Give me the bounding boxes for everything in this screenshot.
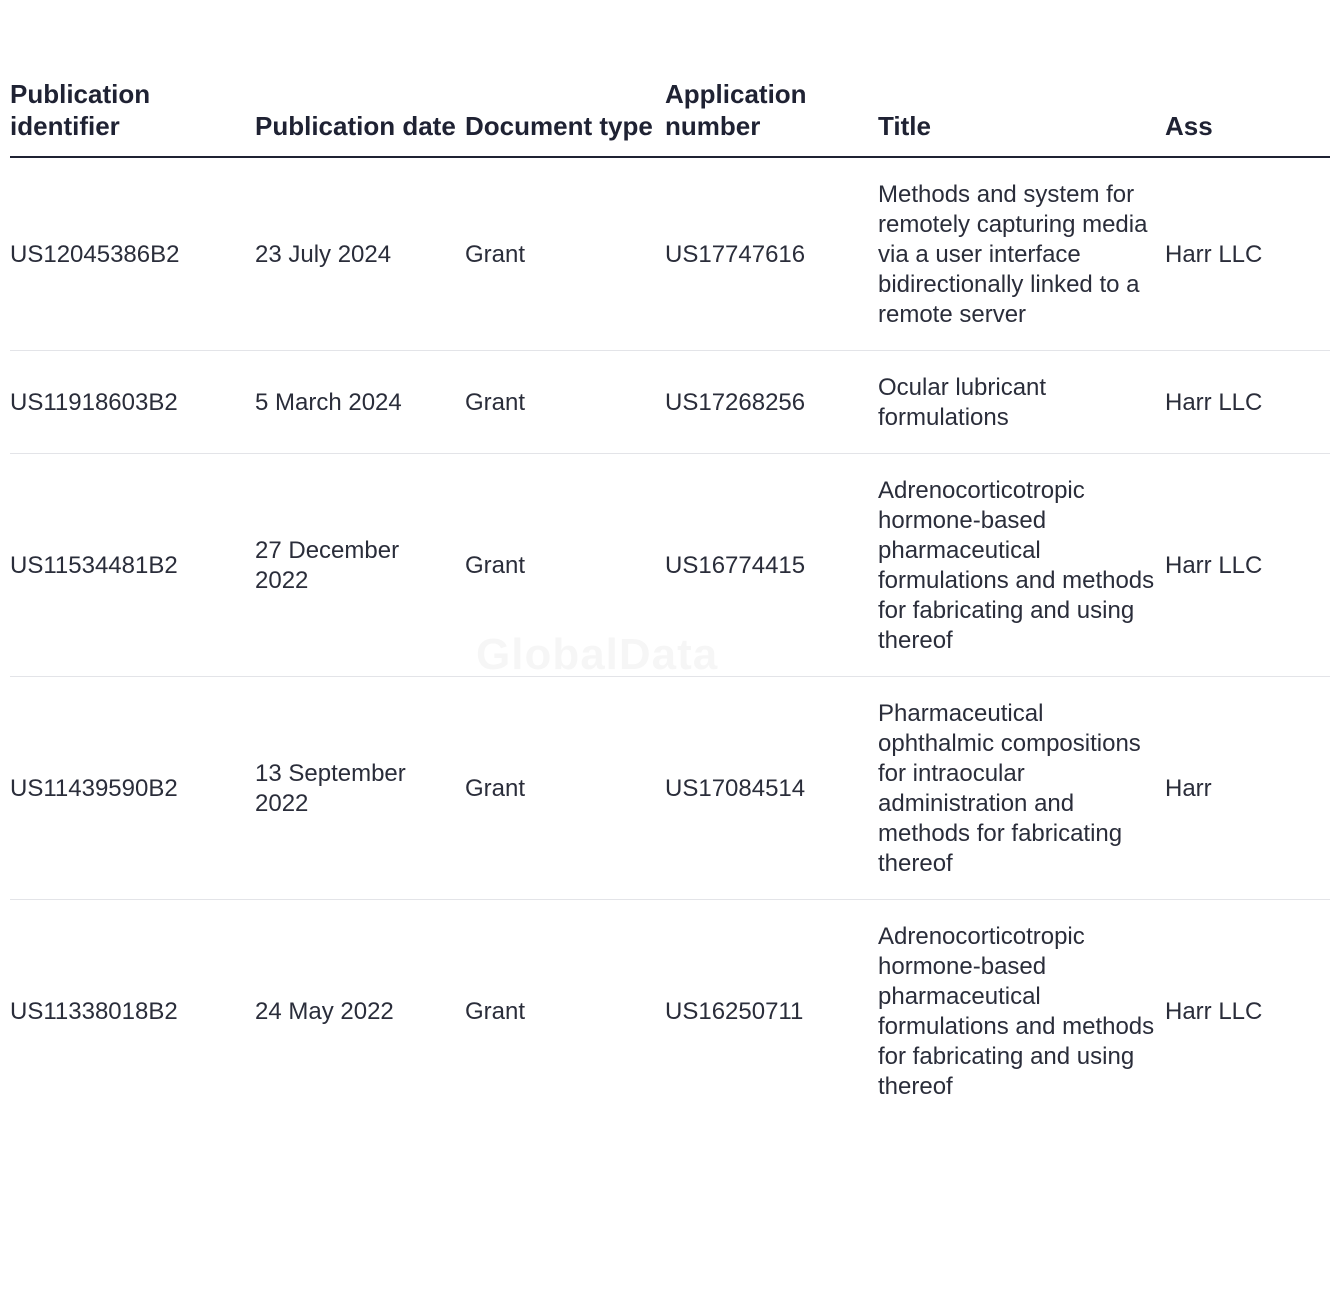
table-row — [10, 900, 1330, 1123]
table-header — [10, 60, 1330, 157]
table-row — [10, 351, 1330, 454]
cell-publication-identifier: US11918603B2 — [10, 351, 255, 454]
cell-title: Adrenocorticotropic hormone-based pharmaceutical formulations and methods for fabricating and using thereof — [878, 923, 1155, 1100]
header-document-type: Document type — [465, 60, 665, 157]
cell-assignee: Harr — [1165, 677, 1330, 900]
cell-publication-date: 24 May 2022 — [255, 998, 394, 1025]
cell-application-number: US17084514 — [665, 677, 878, 900]
cell-publication-identifier: US11534481B2 — [10, 454, 255, 677]
cell-assignee: Harr LLC — [1165, 157, 1330, 351]
cell-publication-identifier: US11338018B2 — [10, 998, 178, 1025]
cell-document-type: Grant — [465, 351, 665, 454]
patents-table-container — [10, 0, 1263, 1310]
header-assignee: Ass — [1165, 60, 1330, 157]
cell-document-type: Grant — [465, 998, 526, 1025]
cell-title: Ocular lubricant formulations — [878, 351, 1165, 454]
table-row — [10, 454, 1330, 677]
cell-publication-date: 27 December 2022 — [255, 454, 465, 677]
cell-application-number: US16774415 — [665, 454, 878, 677]
cell-title: Methods and system for remotely capturing media via a user interface bidirectionally linked to a remote server — [878, 157, 1165, 351]
cell-assignee: Harr LLC — [1165, 998, 1263, 1025]
header-row — [10, 60, 1330, 157]
cell-document-type: Grant — [465, 157, 665, 351]
cell-publication-identifier: US11439590B2 — [10, 677, 255, 900]
cell-application-number: US17268256 — [665, 351, 878, 454]
cell-publication-date: 13 September 2022 — [255, 677, 465, 900]
header-title: Title — [878, 60, 1165, 157]
table-body — [10, 157, 1330, 1122]
cell-title: Pharmaceutical ophthalmic compositions for intraocular administration and methods for fabricating thereof — [878, 677, 1165, 900]
cell-publication-date: 23 July 2024 — [255, 157, 465, 351]
header-publication-identifier: Publication identifier — [10, 60, 255, 157]
cell-application-number: US16250711 — [665, 998, 804, 1025]
cell-document-type: Grant — [465, 677, 665, 900]
cell-assignee: Harr LLC — [1165, 454, 1330, 677]
cell-publication-identifier: US12045386B2 — [10, 157, 255, 351]
cell-application-number: US17747616 — [665, 157, 878, 351]
table-row — [10, 157, 1330, 351]
header-publication-date: Publication date — [255, 60, 465, 157]
table-row — [10, 677, 1330, 900]
cell-document-type: Grant — [465, 454, 665, 677]
cell-title: Adrenocorticotropic hormone-based pharmaceutical formulations and methods for fabricating and using thereof — [878, 454, 1165, 677]
cell-assignee: Harr LLC — [1165, 351, 1330, 454]
patents-table — [10, 60, 1330, 1122]
cell-publication-date: 5 March 2024 — [255, 351, 465, 454]
header-application-number: Application number — [665, 60, 878, 157]
